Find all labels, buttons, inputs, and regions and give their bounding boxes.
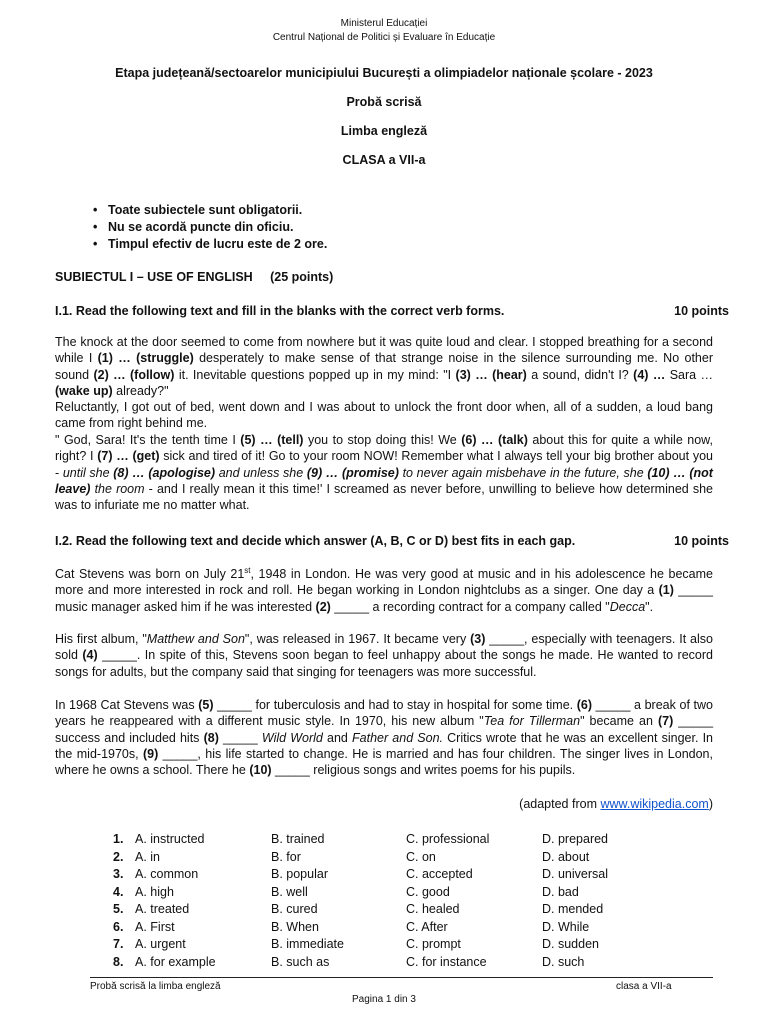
source-link[interactable]: www.wikipedia.com — [600, 797, 709, 811]
exam-class: CLASA a VII-a — [342, 153, 426, 167]
rule-item: • Nu se acordă puncte din oficiu. — [108, 220, 293, 234]
option-c: C. on — [406, 849, 436, 864]
option-c: C. prompt — [406, 937, 461, 951]
i2-paragraph-2: His first album, "Matthew and Son", was released in 1967. It became very (3) _____, especially with teenagers. It also sold (4) _____. In spite of this, Stevens soon began to feel unhappy about the songs he made. He wanted to record songs for adults, but the company said that singing for teenagers was more successful. — [55, 632, 713, 679]
option-b: B. popular — [271, 867, 328, 881]
rule-item: • Timpul efectiv de lucru este de 2 ore. — [108, 237, 327, 251]
option-a: A. First — [135, 919, 175, 934]
i1-paragraph-3: " God, Sara! It's the tenth time I (5) … (tell) you to stop doing this! We (6) … (talk) about this for quite a while now, right? I (7) … (get) sick and tired of it! Go to your room NOW! Remember what I always tell your big brother about you - until she (8) … (apologise) and unless she (9) … (promise) to never again misbehave in the future, she (10) … (not leave) the room - and I really mean it this time!' I screamed as never before, unwilling to believe how determined she was to infuriate me no matter what. — [55, 433, 713, 513]
option-d: D. prepared — [542, 832, 609, 846]
option-b: B. well — [271, 884, 308, 899]
i1-paragraph-1: The knock at the door seemed to come from nowhere but it was quite loud and clear. I stopped breathing for a second while I (1) … (struggle) desperately to make sense of that strange noise in the silence surrounding me. No other sound (2) … (follow) it. Inevitable questions popped up in my mind: "I (3) … (hear) a sound, didn't I? (4) … Sara … (wake up) already?" — [55, 335, 714, 398]
option-b: B. for — [271, 849, 301, 864]
rule-item: • Toate subiectele sunt obligatorii. — [108, 203, 302, 217]
option-a: A. urgent — [135, 937, 186, 951]
option-a: A. instructed — [135, 832, 205, 846]
i2-points: 10 points — [674, 534, 729, 548]
options-table — [0, 832, 768, 972]
option-b: B. When — [271, 919, 319, 934]
option-d: D. sudden — [542, 937, 599, 951]
option-d: D. such — [542, 954, 585, 969]
option-c: C. accepted — [406, 867, 473, 881]
source-attribution — [519, 797, 713, 811]
option-d: D. about — [542, 849, 590, 864]
option-b: B. trained — [271, 832, 325, 846]
option-number: 1. — [113, 832, 124, 846]
option-b: B. such as — [271, 954, 330, 969]
option-number: 6. — [113, 919, 124, 934]
option-d: D. mended — [542, 902, 604, 916]
i2-paragraph-1: Cat Stevens was born on July 21st, 1948 in London. He was very good at music and in his adolescence he became more and more interested in rock and roll. He began working in London nightclubs as a singer. One day a (1) _____ music manager asked him if he was interested (2) _____ a recording contract for a company called "Decca". — [55, 565, 713, 614]
option-number: 2. — [113, 849, 124, 864]
option-a: A. high — [135, 884, 174, 899]
option-d: D. bad — [542, 884, 579, 899]
option-number: 4. — [113, 884, 124, 899]
i1-instruction: I.1. Read the following text and fill in the blanks with the correct verb forms. — [55, 304, 505, 318]
i2-paragraph-3: In 1968 Cat Stevens was (5) _____ for tuberculosis and had to stay in hospital for some time. (6) _____ a break of two years he reappeared with a different music style. In 1970, his new album "Tea for Tillerman" became an (7) _____ success and included hits (8) _____ Wild World and Father and Son. Critics wrote that he was an excellent singer. In the mid-1970s, (9) _____, his life started to change. He is married and has four children. The singer lives in London, where he owns a school. There he (10) _____ religious songs and writes poems for his pupils. — [55, 698, 714, 778]
source-suffix: ) — [708, 797, 713, 811]
option-number: 7. — [113, 937, 124, 951]
ministry-header: Ministerul Educației — [340, 18, 428, 29]
option-a: A. for example — [135, 954, 216, 969]
exam-type: Probă scrisă — [346, 95, 422, 109]
option-c: C. healed — [406, 902, 460, 916]
option-number: 3. — [113, 867, 124, 881]
exam-subject: Limba engleză — [340, 124, 428, 138]
footer-left: Probă scrisă la limba engleză — [90, 981, 221, 992]
option-d: D. universal — [542, 867, 608, 881]
footer-divider — [90, 977, 713, 978]
option-d: D. While — [542, 919, 590, 934]
center-header: Centrul Național de Politici și Evaluare în Educație — [272, 32, 496, 43]
option-c: C. for instance — [406, 954, 487, 969]
option-c: C. good — [406, 884, 450, 899]
option-b: B. cured — [271, 902, 318, 916]
option-a: A. treated — [135, 902, 190, 916]
i1-points: 10 points — [674, 304, 729, 318]
i1-paragraph-2: Reluctantly, I got out of bed, went down and I was about to unlock the front door when, all of a sudden, a loud bang came from right behind me. — [55, 400, 713, 431]
i2-instruction: I.2. Read the following text and decide which answer (A, B, C or D) best fits in each gap. — [55, 534, 576, 548]
option-b: B. immediate — [271, 937, 344, 951]
option-c: C. professional — [406, 832, 490, 846]
exam-title: Etapa județeană/sectoarelor municipiului București a olimpiadelor naționale școlare - 2023 — [115, 66, 653, 80]
option-c: C. After — [406, 919, 448, 934]
option-number: 5. — [113, 902, 124, 916]
option-a: A. in — [135, 849, 161, 864]
footer-right: clasa a VII-a — [616, 981, 672, 992]
source-prefix: (adapted from — [519, 797, 601, 811]
option-number: 8. — [113, 954, 124, 969]
page-number: Pagina 1 din 3 — [352, 994, 416, 1005]
option-a: A. common — [135, 867, 199, 881]
subject-heading: SUBIECTUL I – USE OF ENGLISH (25 points) — [55, 270, 334, 284]
